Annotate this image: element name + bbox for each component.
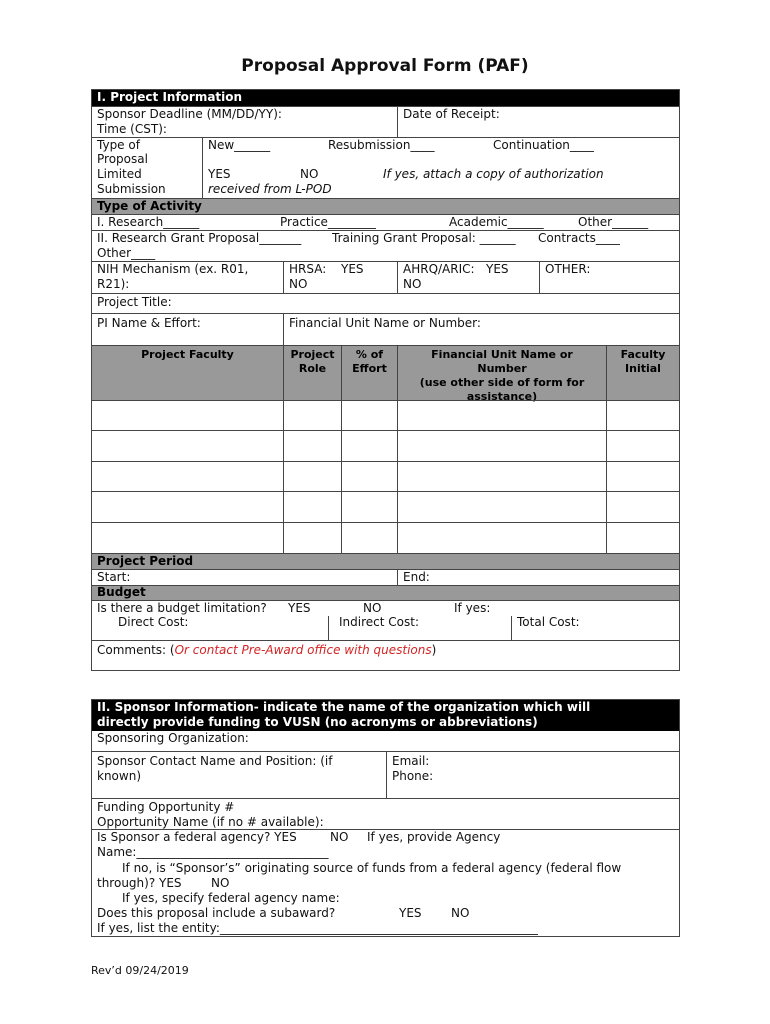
subaward-yes[interactable]: YES (399, 906, 422, 920)
financial-unit-cell[interactable] (397, 492, 606, 522)
budget-header (92, 585, 679, 600)
limited-label: Limited (97, 167, 142, 181)
table-row (92, 430, 679, 461)
activity-title: Type of Activity (97, 199, 202, 213)
resubmission-option[interactable]: Resubmission____ (328, 138, 435, 152)
role-cell[interactable] (283, 401, 341, 430)
initial-cell[interactable] (606, 492, 679, 522)
other-line-option[interactable]: Other____ (97, 246, 156, 260)
project-period-title: Project Period (97, 554, 194, 568)
date-receipt-cell[interactable] (397, 107, 679, 137)
financial-unit-cell[interactable] (397, 523, 606, 553)
agency-name-line[interactable]: Name:________________________________ (97, 845, 329, 859)
continuation-option[interactable]: Continuation____ (493, 138, 594, 152)
col-effort-line1: % of (355, 348, 384, 361)
effort-cell[interactable] (341, 523, 397, 553)
comments-note: Or contact Pre-Award office with questions (174, 643, 432, 657)
budget-title: Budget (97, 585, 146, 599)
table-row (92, 522, 679, 553)
budget-if-yes: If yes: (454, 601, 491, 615)
type-label: Type of (97, 138, 140, 152)
budget-yes[interactable]: YES (288, 601, 311, 615)
activity-header (92, 198, 679, 214)
col-financial-unit (397, 346, 606, 403)
if-yes-agency: If yes, provide Agency (367, 830, 501, 844)
grant-proposal-option[interactable]: II. Research Grant Proposal_______ (97, 231, 302, 245)
col-faculty-initial (606, 346, 679, 400)
comments-prefix: Comments: ( (97, 643, 175, 657)
col-fu-line2: Number (477, 362, 527, 375)
section-header (92, 700, 679, 731)
time-label[interactable]: Time (CST): (97, 122, 167, 136)
col-initial-line2: Initial (625, 362, 661, 375)
other-mech-label: OTHER: (545, 262, 591, 276)
indirect-cost-label: Indirect Cost: (339, 615, 419, 629)
initial-cell[interactable] (606, 431, 679, 461)
role-cell[interactable] (283, 523, 341, 553)
comments-suffix: ) (431, 643, 437, 657)
research-option[interactable]: I. Research______ (97, 215, 200, 229)
attach-note: If yes, attach a copy of authorization (383, 167, 604, 181)
project-title-row[interactable] (92, 293, 679, 313)
proposal-type-options (202, 138, 679, 167)
pi-name-label[interactable]: PI Name & Effort: (97, 316, 201, 330)
faculty-cell[interactable] (92, 462, 283, 491)
practice-option[interactable]: Practice________ (280, 215, 376, 229)
col-initial-line1: Faculty (620, 348, 666, 361)
indirect-cost-cell[interactable] (328, 616, 511, 640)
date-receipt-label: Date of Receipt: (403, 107, 500, 121)
opp-name-label[interactable]: Opportunity Name (if no # available): (97, 815, 324, 829)
contact-label-2: known) (97, 769, 141, 783)
section-title-line2: directly provide funding to VUSN (no acronyms or abbreviations) (97, 715, 538, 729)
section-title-line1: II. Sponsor Information- indicate the name of the organization which will (97, 700, 591, 714)
budget-no[interactable]: NO (363, 601, 382, 615)
financial-unit-cell[interactable] (397, 401, 606, 430)
if-no-line: If no, is “Sponsor’s” originating source of funds from a federal agency (federal flow (122, 861, 622, 875)
col-fu-line1: Financial Unit Name or (431, 348, 573, 361)
page-title: Proposal Approval Form (PAF) (241, 56, 529, 76)
funding-row (92, 798, 679, 829)
faculty-table-header (92, 345, 679, 403)
other-mech-cell[interactable] (539, 262, 679, 293)
financial-unit-cell[interactable] (397, 462, 606, 491)
activity-row (92, 214, 679, 230)
ahrq-no[interactable]: NO (403, 277, 422, 291)
contact-info-cell (386, 752, 679, 798)
col-project-faculty (92, 346, 283, 400)
proposal-type-row (92, 137, 679, 167)
initial-cell[interactable] (606, 462, 679, 491)
funding-opp-label[interactable]: Funding Opportunity # (97, 800, 235, 814)
grant-row (92, 230, 679, 261)
contact-label[interactable]: Sponsor Contact Name and Position: (if (97, 754, 333, 768)
faculty-cell[interactable] (92, 492, 283, 522)
contracts-option[interactable]: Contracts____ (538, 231, 620, 245)
comments-label (97, 643, 436, 658)
financial-unit-cell[interactable] (283, 314, 679, 345)
faculty-cell[interactable] (92, 431, 283, 461)
type-label-2: Proposal (97, 152, 148, 166)
revision-date: Rev’d 09/24/2019 (91, 964, 189, 977)
budget-limit-label: Is there a budget limitation? (97, 601, 267, 615)
sponsor-information-section (91, 699, 680, 937)
ahrq-yes[interactable]: YES (486, 262, 509, 276)
hrsa-yes[interactable]: YES (341, 262, 364, 276)
role-cell[interactable] (283, 431, 341, 461)
total-cost-label: Total Cost: (517, 615, 580, 629)
comments-row[interactable] (92, 640, 679, 671)
phone-label[interactable]: Phone: (392, 769, 434, 783)
lpod-note: received from L-POD (208, 182, 332, 196)
effort-cell[interactable] (341, 462, 397, 491)
project-title-label: Project Title: (97, 295, 172, 309)
ahrq-cell (397, 262, 539, 293)
federal-question[interactable]: Is Sponsor a federal agency? YES (97, 830, 297, 844)
project-period-header (92, 553, 679, 569)
list-entity[interactable]: If yes, list the entity:_____________________________________________________ (97, 921, 538, 935)
section-header (92, 90, 679, 106)
effort-cell[interactable] (341, 431, 397, 461)
col-fu-line3: (use other side of form for (419, 376, 585, 389)
other-option[interactable]: Other______ (578, 215, 649, 229)
email-label[interactable]: Email: (392, 754, 430, 768)
academic-option[interactable]: Academic______ (449, 215, 544, 229)
col-role-line2: Role (298, 362, 327, 375)
yes-option[interactable]: YES (208, 167, 231, 181)
sponsor-deadline-label[interactable]: Sponsor Deadline (MM/DD/YY): (97, 107, 282, 121)
ahrq-label: AHRQ/ARIC: (403, 262, 475, 276)
pi-row (92, 313, 679, 345)
end-label: End: (403, 570, 430, 584)
hrsa-no[interactable]: NO (289, 277, 308, 291)
col-role-line1: Project (290, 348, 335, 361)
faculty-cell[interactable] (92, 401, 283, 430)
col-effort (341, 346, 397, 400)
contact-row (92, 751, 679, 798)
training-grant-option[interactable]: Training Grant Proposal: ______ (332, 231, 516, 245)
no-option[interactable]: NO (300, 167, 319, 181)
table-row (92, 461, 679, 491)
col-project-role (283, 346, 341, 400)
initial-cell[interactable] (606, 523, 679, 553)
col-project-faculty-label: Project Faculty (141, 348, 234, 361)
col-effort-line2: Effort (352, 362, 387, 375)
hrsa-label: HRSA: (289, 262, 327, 276)
initial-cell[interactable] (606, 401, 679, 430)
flow-through-no[interactable]: NO (211, 876, 230, 890)
sponsoring-org-row[interactable] (92, 731, 679, 751)
role-cell[interactable] (283, 462, 341, 491)
direct-cost-label[interactable]: Direct Cost: (118, 615, 189, 629)
col-fu-line4: assistance) (466, 390, 538, 403)
end-cell[interactable] (397, 570, 679, 585)
subaward-question: Does this proposal include a subaward? (97, 906, 336, 920)
financial-unit-label: Financial Unit Name or Number: (289, 316, 481, 330)
federal-no[interactable]: NO (330, 830, 349, 844)
sponsoring-org-label: Sponsoring Organization: (97, 731, 249, 745)
nih-label[interactable]: NIH Mechanism (ex. R01, (97, 262, 249, 276)
table-row (92, 400, 679, 430)
limited-submission-row (92, 167, 679, 198)
faculty-cell[interactable] (92, 523, 283, 553)
flow-through-yes[interactable]: through)? YES (97, 876, 182, 890)
start-label[interactable]: Start: (97, 570, 131, 584)
period-row (92, 569, 679, 585)
budget-limit-row (92, 600, 679, 616)
submission-label: Submission (97, 182, 166, 196)
deadline-row (92, 106, 679, 137)
effort-cell[interactable] (341, 492, 397, 522)
hrsa-cell (283, 262, 397, 293)
federal-row (92, 829, 679, 936)
section-title: I. Project Information (97, 90, 243, 104)
total-cost-cell[interactable] (511, 616, 679, 640)
subaward-no[interactable]: NO (451, 906, 470, 920)
specify-agency[interactable]: If yes, specify federal agency name: (122, 891, 340, 905)
role-cell[interactable] (283, 492, 341, 522)
table-row (92, 491, 679, 522)
limited-options (202, 167, 679, 198)
effort-cell[interactable] (341, 401, 397, 430)
cost-row (92, 616, 679, 640)
mechanism-row (92, 261, 679, 293)
nih-label-2: R21): (97, 277, 130, 291)
new-option[interactable]: New______ (208, 138, 271, 152)
financial-unit-cell[interactable] (397, 431, 606, 461)
project-information-section (91, 89, 680, 671)
